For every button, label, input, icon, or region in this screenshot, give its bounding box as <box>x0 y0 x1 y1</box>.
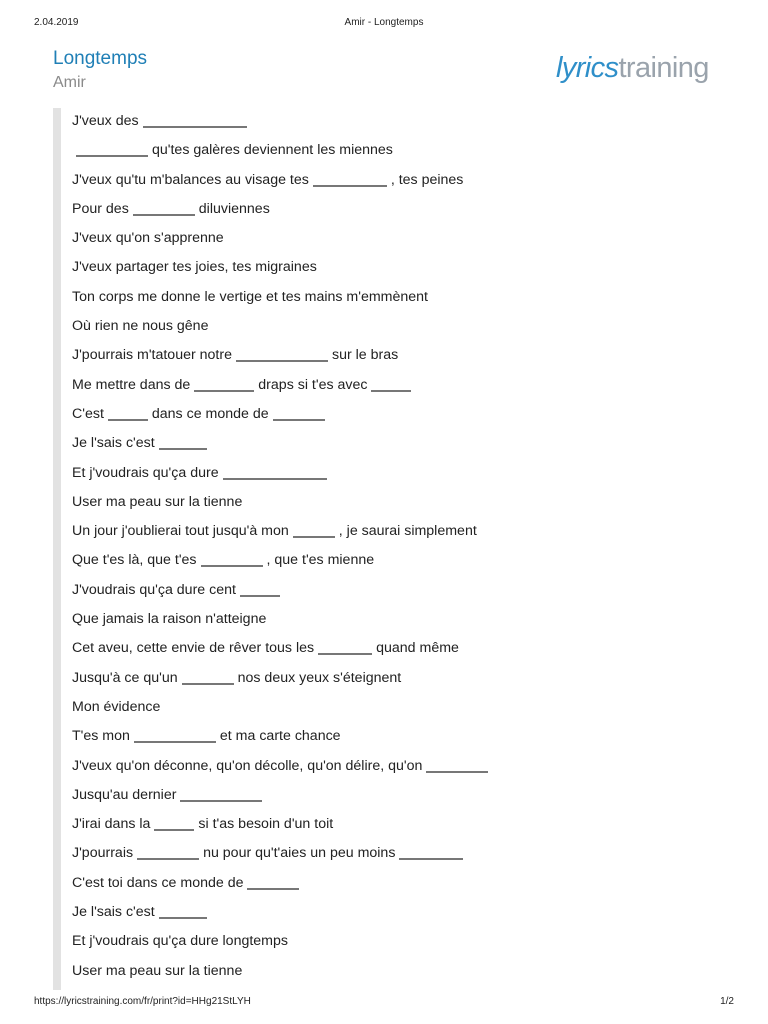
lyric-text: Un jour j'oublierai tout jusqu'à mon <box>72 523 289 540</box>
lyric-text: J'veux qu'on s'apprenne <box>72 230 224 247</box>
lyric-blank[interactable] <box>134 727 216 743</box>
lyric-text: User ma peau sur la tienne <box>72 962 243 979</box>
print-title: Amir - Longtemps <box>344 17 424 28</box>
lyric-line <box>72 195 492 224</box>
lyric-blank[interactable] <box>371 376 411 392</box>
print-url: https://lyricstraining.com/fr/print?id=HHg21StLYH <box>34 996 251 1007</box>
lyric-text: J'veux partager tes joies, tes migraines <box>72 259 317 276</box>
lyric-text: , je saurai simplement <box>338 523 477 540</box>
lyric-blank[interactable] <box>240 581 280 597</box>
lyric-text: sur le bras <box>331 347 399 364</box>
lyric-text: J'pourrais <box>72 845 134 862</box>
lyric-line <box>72 166 492 195</box>
lyric-blank[interactable] <box>137 844 199 860</box>
lyric-text: nu pour qu't'aies un peu moins <box>203 845 396 862</box>
lyric-line <box>72 869 492 898</box>
lyric-line <box>72 400 492 429</box>
lyric-line <box>72 488 492 517</box>
lyric-text: Que jamais la raison n'atteigne <box>72 611 267 628</box>
lyric-line <box>72 107 492 136</box>
lyric-line <box>72 283 492 312</box>
lyric-blank[interactable] <box>159 903 207 919</box>
lyric-text: J'veux qu'on déconne, qu'on décolle, qu'on délire, qu'on <box>72 757 423 774</box>
lyric-blank[interactable] <box>133 200 195 216</box>
lyricstraining-logo <box>556 52 709 85</box>
lyric-line <box>72 459 492 488</box>
lyric-line <box>72 752 492 781</box>
lyric-blank[interactable] <box>76 141 148 157</box>
lyric-text: Me mettre dans de <box>72 376 191 393</box>
lyric-text: , tes peines <box>390 171 464 188</box>
lyric-text: Mon évidence <box>72 698 161 715</box>
lyric-text: et ma carte chance <box>219 728 341 745</box>
lyric-text: diluviennes <box>198 200 270 217</box>
logo-part-lyrics: lyrics <box>556 52 619 84</box>
song-artist: Amir <box>53 74 86 91</box>
lyric-line <box>72 957 492 986</box>
lyric-line <box>72 898 492 927</box>
lyric-line <box>72 253 492 282</box>
lyric-line <box>72 517 492 546</box>
lyric-text: Pour des <box>72 200 129 217</box>
lyric-blank[interactable] <box>159 434 207 450</box>
lyric-blank[interactable] <box>293 522 335 538</box>
lyric-text: J'pourrais m'tatouer notre <box>72 347 232 364</box>
lyric-text: Ton corps me donne le vertige et tes mains m'emmènent <box>72 288 428 305</box>
lyric-text: Et j'voudrais qu'ça dure <box>72 464 219 481</box>
lyric-line <box>72 664 492 693</box>
lyric-line <box>72 312 492 341</box>
lyric-text: J'irai dans la <box>72 816 151 833</box>
lyric-text: Cet aveu, cette envie de rêver tous les <box>72 640 315 657</box>
lyrics-list <box>72 107 492 986</box>
lyric-text: dans ce monde de <box>151 405 269 422</box>
lyric-text: qu'tes galères deviennent les miennes <box>152 142 393 159</box>
lyric-text: Que t'es là, que t'es <box>72 552 197 569</box>
lyric-text: quand même <box>376 640 459 657</box>
lyric-text: C'est <box>72 405 104 422</box>
lyric-line <box>72 605 492 634</box>
lyric-blank[interactable] <box>236 346 328 362</box>
lyric-line <box>72 722 492 751</box>
lyric-text: nos deux yeux s'éteignent <box>237 669 402 686</box>
lyric-text: T'es mon <box>72 728 130 745</box>
lyric-text: Je l'sais c'est <box>72 904 155 921</box>
lyric-blank[interactable] <box>180 786 262 802</box>
lyric-text: Je l'sais c'est <box>72 435 155 452</box>
lyric-text: Et j'voudrais qu'ça dure longtemps <box>72 933 288 950</box>
lyric-line <box>72 810 492 839</box>
lyric-blank[interactable] <box>426 757 488 773</box>
lyric-text: , que t'es mienne <box>266 552 375 569</box>
lyric-text: J'veux des <box>72 113 139 129</box>
lyric-line <box>72 927 492 956</box>
lyric-text: Où rien ne nous gêne <box>72 318 209 335</box>
lyric-blank[interactable] <box>318 639 372 655</box>
lyric-line <box>72 781 492 810</box>
lyric-line <box>72 576 492 605</box>
lyrics-side-bar <box>53 108 61 990</box>
logo-part-training: training <box>618 52 709 84</box>
lyric-blank[interactable] <box>182 669 234 685</box>
lyric-text: J'veux qu'tu m'balances au visage tes <box>72 171 309 188</box>
lyric-blank[interactable] <box>313 171 387 187</box>
lyric-blank[interactable] <box>143 112 247 128</box>
lyric-text: C'est toi dans ce monde de <box>72 874 244 891</box>
lyric-blank[interactable] <box>201 551 263 567</box>
lyric-blank[interactable] <box>108 405 148 421</box>
lyric-blank[interactable] <box>273 405 325 421</box>
lyric-blank[interactable] <box>194 376 254 392</box>
lyric-blank[interactable] <box>247 874 299 890</box>
lyric-text: J'voudrais qu'ça dure cent <box>72 581 236 598</box>
lyric-line <box>72 371 492 400</box>
print-date: 2.04.2019 <box>34 17 79 28</box>
page-number: 1/2 <box>720 996 734 1007</box>
lyric-line <box>72 341 492 370</box>
lyric-blank[interactable] <box>399 844 463 860</box>
lyric-text: Jusqu'au dernier <box>72 786 177 803</box>
lyric-line <box>72 693 492 722</box>
lyric-line <box>72 429 492 458</box>
lyric-text: si t'as besoin d'un toit <box>198 816 334 833</box>
lyric-text: Jusqu'à ce qu'un <box>72 669 178 686</box>
lyric-text: User ma peau sur la tienne <box>72 493 243 510</box>
lyric-blank[interactable] <box>223 464 327 480</box>
song-title: Longtemps <box>53 48 148 69</box>
lyric-line <box>72 634 492 663</box>
lyric-text: draps si t'es avec <box>258 376 368 393</box>
lyric-blank[interactable] <box>154 815 194 831</box>
lyric-line <box>72 839 492 868</box>
lyric-line <box>72 546 492 575</box>
lyric-line <box>72 224 492 253</box>
lyric-line <box>72 136 492 165</box>
